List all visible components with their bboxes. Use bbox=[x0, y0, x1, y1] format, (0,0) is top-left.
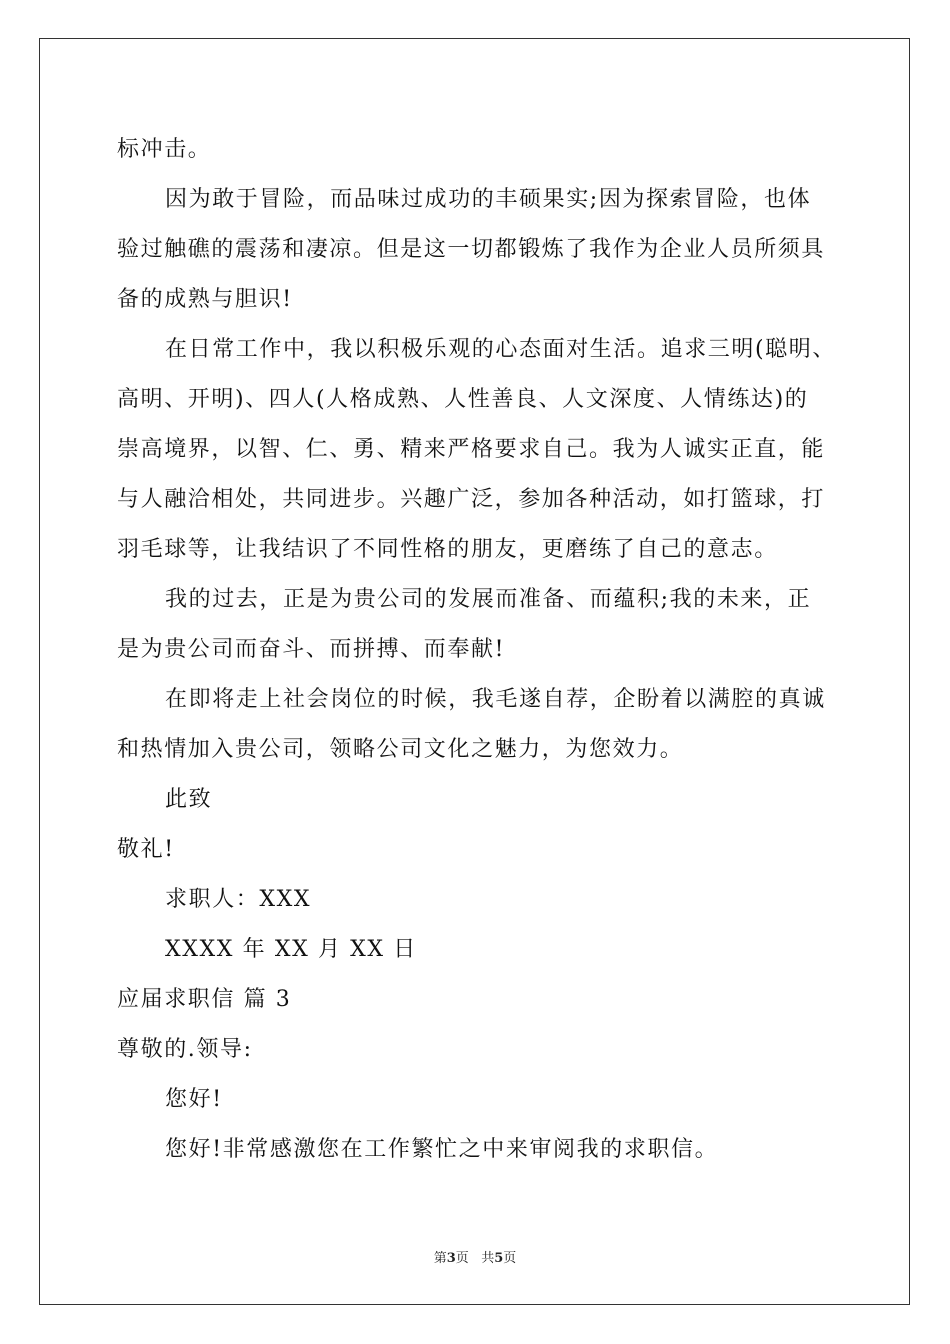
text-line: 是为贵公司而奋斗、而拼搏、而奉献! bbox=[117, 637, 506, 662]
text-line: 您好!非常感激您在工作繁忙之中来审阅我的求职信。 bbox=[165, 1137, 719, 1162]
text-line: 我的过去，正是为贵公司的发展而准备、而蕴积;我的未来，正 bbox=[165, 587, 812, 612]
greeting-line: 尊敬的.领导: bbox=[117, 1037, 253, 1062]
text-line: 与人融洽相处，共同进步。兴趣广泛，参加各种活动，如打篮球，打 bbox=[117, 487, 826, 512]
text-line: 验过触礁的震荡和凄凉。但是这一切都锻炼了我作为企业人员所须具 bbox=[117, 237, 826, 262]
footer-prefix: 第 bbox=[433, 1251, 447, 1266]
current-page-number: 3 bbox=[446, 1251, 456, 1266]
section-title: 应届求职信 篇 3 bbox=[117, 987, 292, 1012]
date-line: XXXX 年 XX 月 XX 日 bbox=[165, 937, 417, 962]
text-line: 在即将走上社会岗位的时候，我毛遂自荐，企盼着以满腔的真诚 bbox=[165, 687, 826, 712]
closing-line: 此致 bbox=[165, 787, 213, 812]
text-line: 在日常工作中，我以积极乐观的心态面对生活。追求三明(聪明、 bbox=[165, 337, 836, 362]
text-line: 高明、开明)、四人(人格成熟、人性善良、人文深度、人情练达)的 bbox=[117, 387, 809, 412]
salutation-line: 敬礼! bbox=[117, 837, 175, 862]
text-line: 您好! bbox=[165, 1087, 223, 1112]
text-line: 因为敢于冒险，而品味过成功的丰硕果实;因为探索冒险，也体 bbox=[165, 187, 812, 212]
text-line: 羽毛球等，让我结识了不同性格的朋友，更磨练了自己的意志。 bbox=[117, 537, 778, 562]
total-page-number: 5 bbox=[494, 1251, 504, 1266]
text-line: 和热情加入贵公司，领略公司文化之魅力，为您效力。 bbox=[117, 737, 684, 762]
text-line: 崇高境界，以智、仁、勇、精来严格要求自己。我为人诚实正直，能 bbox=[117, 437, 826, 462]
applicant-line: 求职人：XXX bbox=[165, 887, 312, 912]
footer-suffix: 页 bbox=[503, 1251, 517, 1266]
page-number-footer bbox=[0, 1247, 950, 1266]
text-line: 备的成熟与胆识! bbox=[117, 287, 293, 312]
footer-middle: 页 共 bbox=[455, 1251, 495, 1266]
text-line: 标冲击。 bbox=[117, 137, 212, 162]
